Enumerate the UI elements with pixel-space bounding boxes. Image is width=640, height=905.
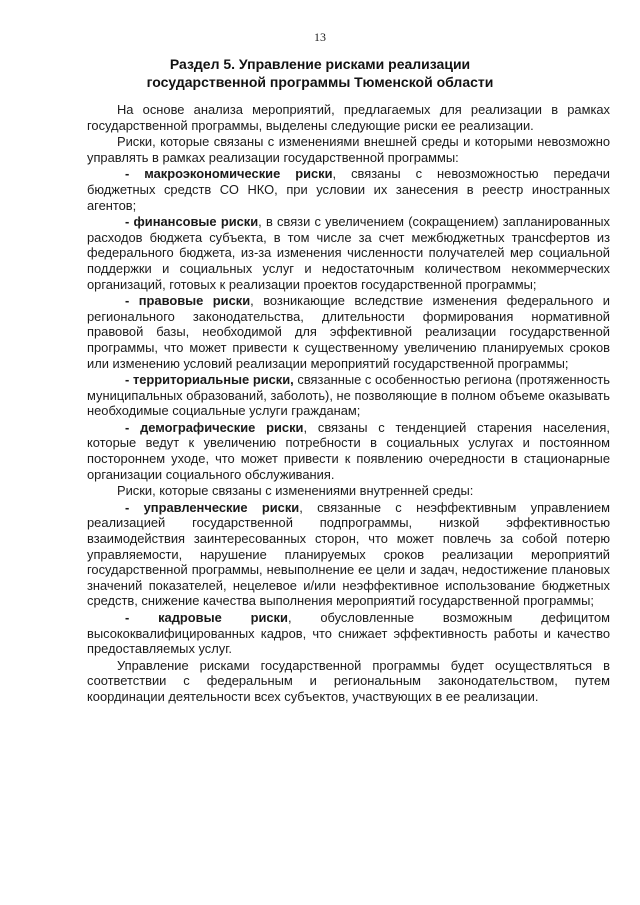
risk-description: , связанные с неэффективным управлением реализацией государственной подпрограммы, низкой эффективностью взаимодействия заинтересованных сторон, что может повлечь за собой потерю управляемости, нарушение планируемых сроков реализации мероприятий государственной программы, невыполнение ее цели и задач, недостижение плановых значений показателей, нецелевое и/или неэффективное использование бюджетных средств, снижение качества выполнения мероприятий государственной программы; — [87, 499, 610, 609]
page-number: 13 — [314, 30, 326, 44]
risk-term: - управленческие риски — [125, 499, 300, 515]
risk-term: - финансовые риски — [125, 214, 259, 230]
risk-description: , возникающие вследствие изменения федерального и регионального законодательства, длительности формирования нормативной правовой базы, необходимой для эффективной реализации государственной программы, что может привести к существенному увеличению планируемых сроков или изменению условий реализации мероприятий государственной программы; — [87, 293, 610, 371]
risk-description: , в связи с увеличением (сокращением) запланированных расходов бюджета субъекта, в том числе за счет межбюджетных трансфертов из федерального бюджета, из-за изменения численности получателей мер социальной поддержки и социальных услуг и недостаточным количеством некоммерческих организаций, готовых к реализации проектов государственной программы; — [87, 214, 610, 292]
risk-item-financial — [87, 214, 610, 292]
internal-risks-intro: Риски, которые связаны с изменениями внутренней среды: — [117, 483, 474, 499]
risk-term: - макроэкономические риски — [125, 166, 333, 182]
external-risks-intro: Риски, которые связаны с изменениями внешней среды и которыми невозможно управлять в рамках реализации государственной программы: — [87, 134, 610, 165]
risk-term: - кадровые риски — [125, 610, 288, 625]
risk-term: - демографические риски — [125, 419, 304, 435]
risk-item-macroeconomic — [87, 166, 610, 213]
risk-item-demographic — [87, 420, 610, 482]
risk-term: - территориальные риски, — [125, 372, 294, 388]
document-body — [87, 102, 610, 706]
risk-item-personnel — [87, 610, 610, 657]
risk-item-managerial — [87, 500, 610, 609]
risk-description: , связаны с тенденцией старения населения, которые ведут к увеличению потребности в социальных услугах и постоянном постороннем уходе, что может привести к появлению очередности в стационарные организации социального обслуживания. — [87, 419, 610, 482]
risk-item-legal — [87, 293, 610, 371]
risk-description: связанные с особенностью региона (протяженность муниципальных образований, заболоть), не позволяющие в полном объеме оказывать необходимые социальные услуги гражданам; — [87, 372, 610, 419]
conclusion-paragraph: Управление рисками государственной программы будет осуществляться в соответствии с федеральным и региональным законодательством, путем координации деятельности всех субъектов, участвующих в ее реализации. — [87, 657, 610, 704]
risk-term: - правовые риски — [125, 293, 251, 309]
section-heading — [0, 55, 640, 91]
intro-paragraph: На основе анализа мероприятий, предлагаемых для реализации в рамках государственной программы, выделены следующие риски ее реализации. — [87, 102, 610, 133]
section-heading-line-2: государственной программы Тюменской области — [146, 74, 494, 90]
risk-item-territorial — [87, 372, 610, 419]
risk-description: , обусловленные возможным дефицитом высококвалифицированных кадров, что снижает эффективность работы и качество предоставляемых услуг. — [87, 610, 610, 657]
section-heading-line-1: Раздел 5. Управление рисками реализации — [169, 56, 471, 72]
risk-description: , связаны с невозможностью передачи бюджетных средств СО НКО, при условии их занесения в реестр иностранных агентов; — [87, 166, 610, 213]
